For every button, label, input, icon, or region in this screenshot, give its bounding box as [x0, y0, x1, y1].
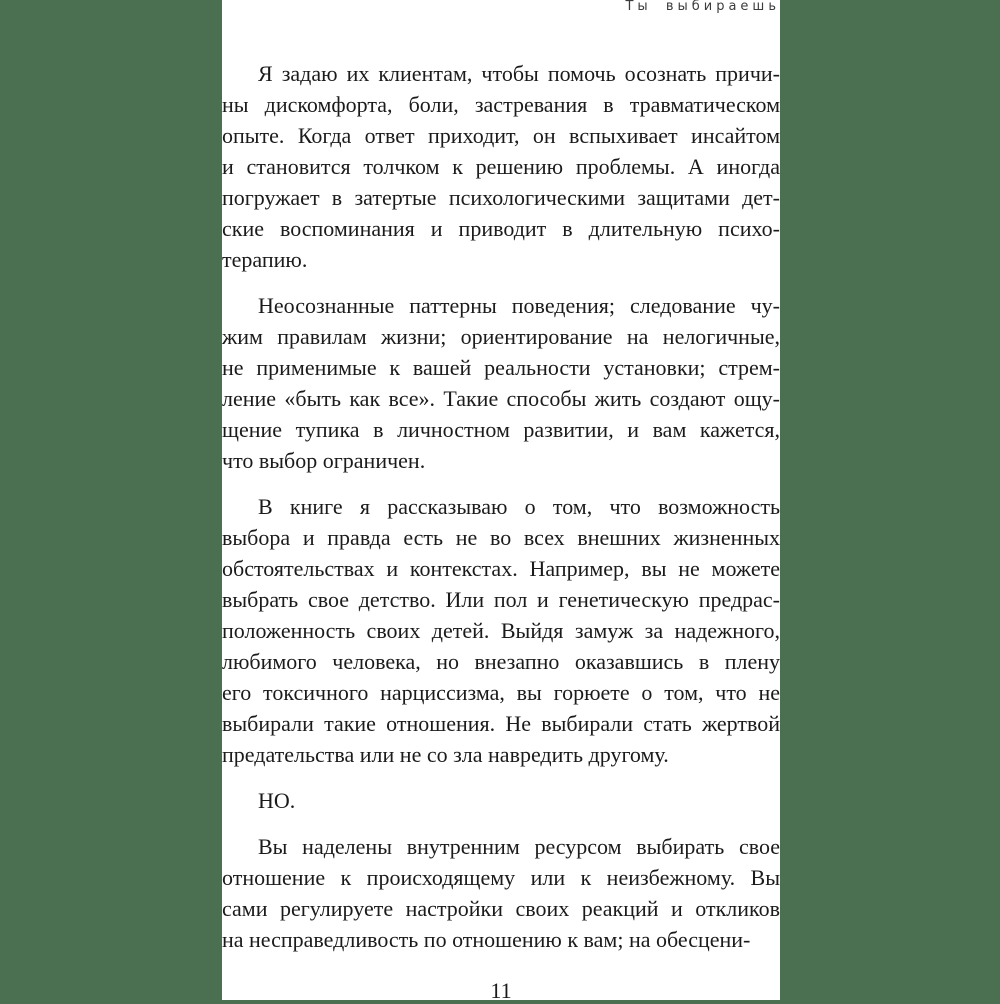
text-line: жим правилам жизни; ориентирование на нелогичные,: [222, 324, 780, 349]
text-line: Я задаю их клиентам, чтобы помочь осознать причи-: [258, 61, 780, 86]
text-line: не применимые к вашей реальности установки; стрем-: [222, 355, 780, 380]
text-line: сами регулируете настройки своих реакций и откликов: [222, 896, 780, 921]
text-line: предательства или не со зла навредить другому.: [222, 742, 669, 767]
page-number: 11: [490, 978, 512, 1003]
left-margin-bar: [0, 0, 222, 1000]
text-line: на несправедливость по отношению к вам; на обесцени-: [222, 927, 751, 952]
paragraph: [222, 491, 780, 770]
text-line: Неосознанные паттерны поведения; следование чу-: [258, 293, 780, 318]
page-content: [222, 58, 780, 970]
text-line: ны дискомфорта, боли, застревания в травматическом: [222, 92, 780, 117]
running-header: Ты выбираешь: [625, 0, 780, 14]
text-line: терапию.: [222, 247, 308, 272]
text-line: В книге я рассказываю о том, что возможность: [258, 494, 780, 519]
text-line: выбирали такие отношения. Не выбирали стать жертвой: [222, 711, 780, 736]
text-line: ление «быть как все». Такие способы жить создают ощу-: [222, 386, 780, 411]
text-line: щение тупика в личностном развитии, и вам кажется,: [222, 417, 780, 442]
text-line: выбрать свое детство. Или пол и генетическую предрас-: [222, 587, 780, 612]
text-line: отношение к происходящему или к неизбежному. Вы: [222, 865, 780, 890]
paragraph: [222, 290, 780, 476]
text-line: погружает в затертые психологическими защитами дет-: [222, 185, 780, 210]
paragraph: [222, 785, 780, 816]
text-line: обстоятельствах и контекстах. Например, вы не можете: [222, 556, 780, 581]
text-line: и становится толчком к решению проблемы. А иногда: [222, 154, 780, 179]
text-line: что выбор ограничен.: [222, 448, 426, 473]
text-line: любимого человека, но внезапно оказавшись в плену: [222, 649, 780, 674]
text-line: ские воспоминания и приводит в длительную психо-: [222, 216, 780, 241]
paragraph: [222, 831, 780, 955]
text-line: положенность своих детей. Выйдя замуж за надежного,: [222, 618, 780, 643]
text-line: выбора и правда есть не во всех внешних жизненных: [222, 525, 780, 550]
paragraph: [222, 58, 780, 275]
book-page[interactable]: [222, 0, 780, 1003]
text-line: его токсичного нарциссизма, вы горюете о том, что не: [222, 680, 780, 705]
text-line: НО.: [258, 788, 296, 813]
text-line: опыте. Когда ответ приходит, он вспыхивает инсайтом: [222, 123, 780, 148]
text-line: Вы наделены внутренним ресурсом выбирать свое: [258, 834, 780, 859]
right-margin-bar: [780, 0, 1000, 1000]
